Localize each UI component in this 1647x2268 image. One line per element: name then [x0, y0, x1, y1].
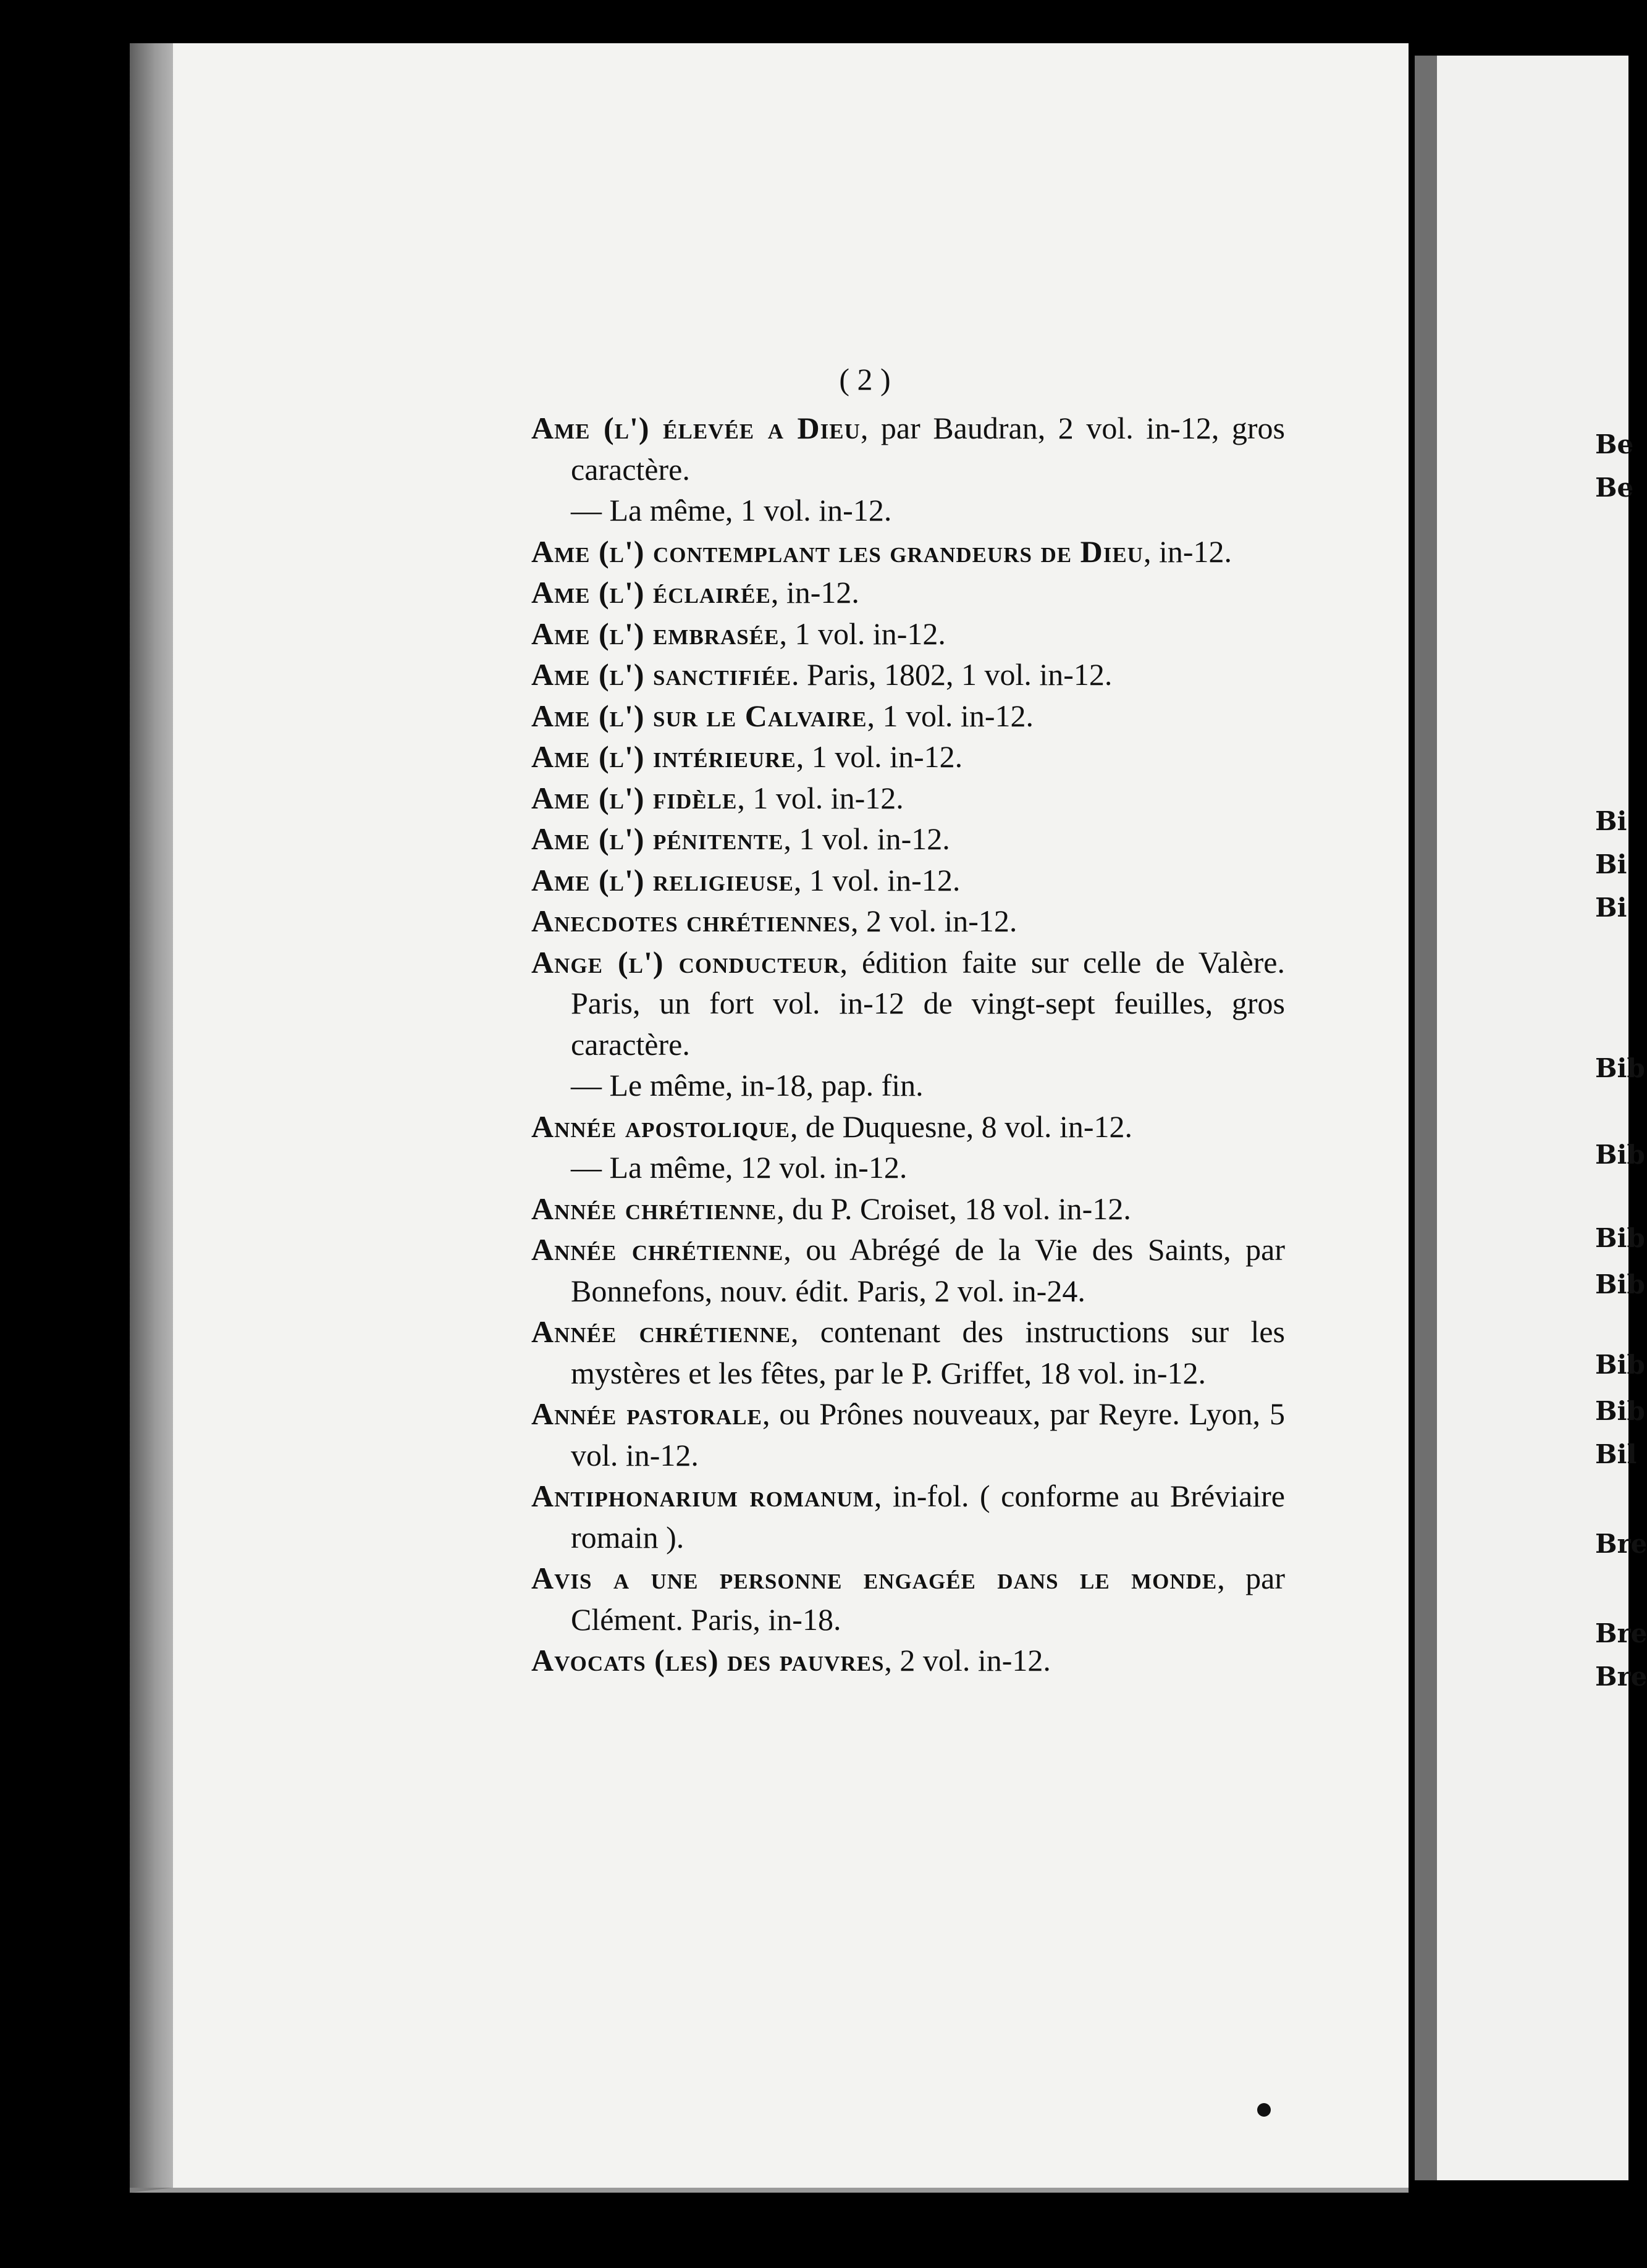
entry-text: , 2 vol. in-12. [884, 1643, 1051, 1678]
entry-text: , 1 vol. in-12. [737, 780, 904, 815]
catalogue-entry [531, 654, 1285, 695]
entry-text: , in-12. [770, 575, 859, 610]
catalogue-entry [531, 901, 1285, 942]
right-page-headword-fragment: Bib [1595, 1223, 1645, 1253]
right-page-headword-fragment: Bil [1595, 1439, 1637, 1469]
right-page-headword-fragment: Be [1595, 472, 1634, 503]
right-page-headword-fragment: Bre [1595, 1661, 1647, 1692]
entry-text: , édition faite sur celle de Valère. Paris, un fort vol. in-12 de vingt-sept feuilles, gros caractère. [571, 944, 1285, 1062]
right-page-headword-fragment: Be [1595, 429, 1634, 460]
entry-text: , par Clément. Paris, in-18. [571, 1561, 1285, 1637]
entry-headword: Ame (l') fidèle [531, 780, 738, 815]
catalogue-sub-entry [531, 1147, 1285, 1188]
ink-dot [1257, 2103, 1271, 2117]
page-number: ( 2 ) [839, 362, 891, 397]
entry-text: , 1 vol. in-12. [867, 698, 1034, 733]
right-page-headword-fragment: Bre [1595, 1618, 1647, 1648]
entry-text: , par Baudran, 2 vol. in-12, gros caractère. [571, 411, 1285, 487]
entry-headword: Ame (l') sanctifiée [531, 657, 791, 692]
entry-headword: Année chrétienne [531, 1232, 784, 1267]
right-page [1415, 56, 1647, 2180]
entry-text: , 1 vol. in-12. [779, 616, 946, 651]
entry-text: — Le même, in-18, pap. fin. [571, 1068, 924, 1102]
entry-headword: Année chrétienne [531, 1314, 791, 1349]
catalogue-entry [531, 736, 1285, 778]
catalogue-entry [531, 695, 1285, 737]
entry-headword: Ame (l') sur le Calvaire [531, 698, 867, 733]
right-page-headword-fragment: Bre [1595, 1529, 1647, 1559]
catalogue-entry [531, 942, 1285, 1065]
entry-text: , ou Abrégé de la Vie des Saints, par Bonnefons, nouv. édit. Paris, 2 vol. in-24. [571, 1232, 1285, 1308]
catalogue-entry [531, 1558, 1285, 1640]
catalogue-entry [531, 778, 1285, 819]
catalogue-entry [531, 1311, 1285, 1393]
right-page-headword-fragment: Bib [1595, 1053, 1645, 1083]
catalogue-entry [531, 1640, 1285, 1681]
entry-headword: Ame (l') pénitente [531, 821, 784, 856]
catalogue-entry [531, 408, 1285, 490]
right-page-headword-fragment: Bib [1595, 1140, 1645, 1170]
catalogue-entry [531, 860, 1285, 901]
entry-text: , ou Prônes nouveaux, par Reyre. Lyon, 5 vol. in-12. [571, 1396, 1285, 1472]
entry-text: — La même, 12 vol. in-12. [571, 1150, 908, 1185]
catalogue-entry [531, 1476, 1285, 1558]
right-page-headword-fragment: Bi [1595, 892, 1627, 923]
catalogue-entry [531, 1393, 1285, 1476]
catalogue-entry [531, 613, 1285, 655]
catalogue-entry [531, 1229, 1285, 1311]
entry-headword: Année pastorale [531, 1396, 762, 1431]
entry-headword: Antiphonarium romanum [531, 1479, 874, 1513]
right-page-headword-fragment: Bi [1595, 806, 1627, 836]
entry-text: , de Duquesne, 8 vol. in-12. [790, 1109, 1133, 1144]
catalogue-entries [531, 408, 1285, 1681]
entry-text: , 2 vol. in-12. [850, 904, 1017, 938]
entry-text: , 1 vol. in-12. [793, 862, 961, 897]
catalogue-entry [531, 1106, 1285, 1148]
catalogue-entry [531, 572, 1285, 613]
entry-text: , in-fol. ( conforme au Bréviaire romain ). [571, 1479, 1285, 1555]
entry-text: . Paris, 1802, 1 vol. in-12. [791, 657, 1113, 692]
entry-headword: Ame (l') éclairée [531, 575, 771, 610]
entry-headword: Ange (l') conducteur [531, 944, 840, 980]
entry-headword: Ame (l') contemplant les grandeurs de Dieu [531, 534, 1144, 569]
entry-headword: Année chrétienne [531, 1191, 777, 1226]
entry-headword: Anecdotes chrétiennes [531, 904, 851, 938]
entry-text: , du P. Croiset, 18 vol. in-12. [777, 1191, 1131, 1226]
entry-headword: Ame (l') intérieure [531, 739, 796, 774]
catalogue-sub-entry [531, 490, 1285, 531]
catalogue-sub-entry [531, 1065, 1285, 1106]
entry-text: — La même, 1 vol. in-12. [571, 493, 892, 527]
catalogue-entry [531, 1188, 1285, 1230]
catalogue-entry [531, 818, 1285, 860]
right-page-headword-fragment: Bi [1595, 849, 1627, 880]
entry-text: , 1 vol. in-12. [796, 739, 963, 774]
entry-headword: Avocats (les) des pauvres [531, 1643, 885, 1678]
entry-headword: Ame (l') élevée a Dieu [531, 411, 861, 445]
entry-text: , contenant des instructions sur les mystères et les fêtes, par le P. Griffet, 18 vol. in-12. [571, 1314, 1285, 1390]
catalogue-entry [531, 531, 1285, 573]
entry-text: , 1 vol. in-12. [783, 821, 950, 856]
right-page-headword-fragment: Bib [1595, 1396, 1645, 1426]
entry-headword: Avis a une personne engagée dans le monde [531, 1561, 1218, 1595]
entry-headword: Ame (l') religieuse [531, 862, 794, 897]
right-page-headword-fragment: Bib [1595, 1350, 1645, 1380]
entry-headword: Ame (l') embrasée [531, 616, 780, 651]
entry-text: , in-12. [1143, 534, 1232, 569]
entry-headword: Année apostolique [531, 1109, 790, 1144]
right-page-headword-fragment: Bib [1595, 1269, 1645, 1300]
